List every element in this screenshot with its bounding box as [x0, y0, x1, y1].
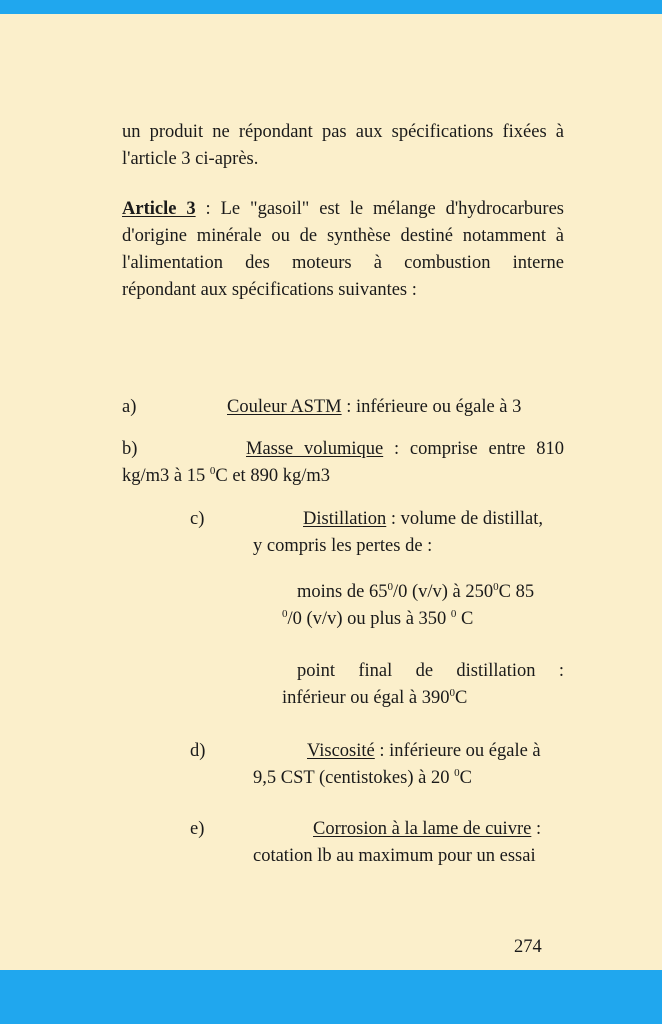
item-c-label: c) — [190, 509, 205, 529]
item-e-line-1 — [313, 816, 541, 843]
item-c-sub-1-c: C 85 — [498, 582, 535, 602]
item-c-title: Distillation — [303, 509, 387, 529]
article-3-heading: Article 3 — [122, 199, 196, 219]
item-c-sub-1-l2-a: /0 (v/v) ou plus à 350 — [287, 609, 451, 629]
item-a-rest: : inférieure ou égale à 3 — [341, 397, 522, 417]
item-b-line-2-a: kg/m3 à 15 — [122, 466, 210, 486]
item-b-label: b) — [122, 439, 138, 459]
top-bar — [0, 0, 662, 14]
article-3-line-1 — [122, 196, 564, 223]
item-b-line-2-b: C et 890 kg/m3 — [215, 466, 330, 486]
item-d-line-2 — [253, 765, 472, 792]
article-3-line-2: d'origine minérale ou de synthèse destiné notamment à — [122, 226, 564, 246]
item-e-rest: : — [531, 819, 542, 839]
item-a-title: Couleur ASTM — [227, 397, 342, 417]
article-3-line-1-text: Le "gasoil" est le mélange d'hydrocarbures — [220, 199, 564, 219]
article-3-line-3: l'alimentation des moteurs à combustion interne — [122, 253, 564, 273]
article-3-sep: : — [195, 199, 221, 219]
item-b-line-2 — [122, 463, 330, 490]
item-d-rest: : inférieure ou égale à — [374, 741, 541, 761]
intro-line-2: l'article 3 ci-après. — [122, 149, 259, 169]
item-c-sub-1-sup-1: 0 — [387, 581, 393, 593]
item-a-text — [227, 394, 521, 421]
item-e-line-2: cotation lb au maximum pour un essai — [253, 846, 536, 866]
item-c-sub-2-line-1: point final de distillation : — [297, 661, 564, 681]
item-d-l2-a: 9,5 CST (centistokes) à 20 — [253, 768, 455, 788]
item-d-l2-sup: 0 — [454, 767, 460, 779]
item-c-sub-2-l2-b: C — [454, 688, 468, 708]
item-c-sub-1-sup-2: 0 — [493, 581, 499, 593]
item-a-label: a) — [122, 397, 137, 417]
item-b-line-1 — [246, 436, 564, 463]
item-b-sup: 0 — [209, 465, 216, 477]
item-c-sub-1-line-1 — [297, 579, 534, 606]
item-d-line-1 — [307, 738, 541, 765]
item-c-rest: : volume de distillat, — [386, 509, 543, 529]
item-c-line-1 — [303, 506, 543, 533]
item-b-rest: : comprise entre 810 — [383, 439, 564, 459]
item-c-sub-1-l2-sup-2: 0 — [450, 608, 457, 620]
item-c-sub-1-l2-sup: 0 — [282, 608, 288, 620]
intro-line-1: un produit ne répondant pas aux spécifications fixées à — [122, 122, 564, 142]
item-d-l2-b: C — [459, 768, 472, 788]
item-d-title: Viscosité — [307, 741, 375, 761]
item-c-sub-2-l2-sup: 0 — [449, 687, 455, 699]
item-c-sub-1-a: moins de 65 — [297, 582, 388, 602]
bottom-bar — [0, 970, 662, 1024]
item-e-label: e) — [190, 819, 205, 839]
item-d-label: d) — [190, 741, 206, 761]
item-c-sub-2-l2-a: inférieur ou égal à 390 — [282, 688, 450, 708]
item-c-sub-1-line-2 — [282, 606, 473, 633]
item-c-sub-1-l2-b: C — [456, 609, 474, 629]
item-c-sub-2-line-2 — [282, 685, 467, 712]
item-c-line-2: y compris les pertes de : — [253, 536, 433, 556]
item-e-title: Corrosion à la lame de cuivre — [313, 819, 532, 839]
page-number: 274 — [514, 937, 542, 957]
item-b-title: Masse volumique — [246, 439, 384, 459]
article-3-line-4: répondant aux spécifications suivantes : — [122, 280, 417, 300]
item-c-sub-1-b: /0 (v/v) à 250 — [392, 582, 494, 602]
